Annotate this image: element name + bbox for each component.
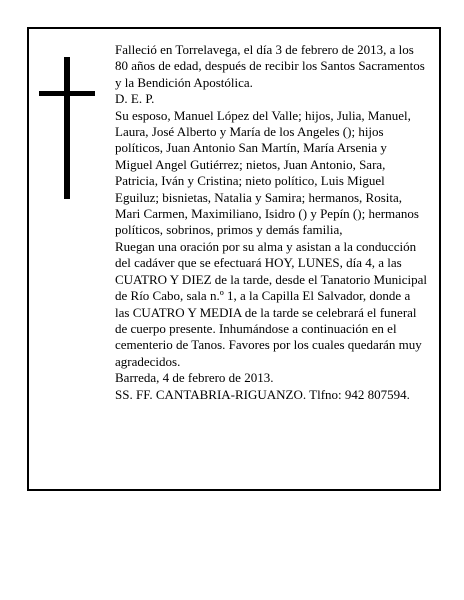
family-list: Su esposo, Manuel López del Valle; hijos, Julia, Manuel, Laura, José Alberto y María de los Angeles (); hijos políticos, Juan Antonio San Martín, María Arsenia y Miguel Angel Gutiérrez; nietos, Juan Antonio, Sara, Patricia, Iván y Cristina; nieto político, Luis Miguel Eguiluz; bisnietas, Natalia y Samira; hermanos, Rosita, Mari Carmen, Maximiliano, Isidro () y Pepín (); hermanos políticos, sobrinos, primos y demás familia, xyxy=(115,107,419,238)
place-date: Barreda, 4 de febrero de 2013. xyxy=(115,370,274,386)
cross-vertical-bar xyxy=(64,57,70,199)
cross-horizontal-bar xyxy=(39,91,95,96)
death-announcement: Falleció en Torrelavega, el día 3 de febrero de 2013, a los 80 años de edad, después de recibir los Santos Sacramentos y la Bendición Apostólica. xyxy=(115,42,425,90)
rip-line: D. E. P. xyxy=(115,91,155,107)
death-notice xyxy=(27,27,441,491)
notice-text xyxy=(115,42,427,403)
cross-icon xyxy=(37,57,99,199)
funeral-details: Ruegan una oración por su alma y asistan a la conducción del cadáver que se efectuará HOY, LUNES, día 4, a las CUATRO Y DIEZ de la tarde, desde el Tanatorio Municipal de Río Cabo, sala n.º 1, a la Capilla El Salvador, donde a las CUATRO Y MEDIA de la tarde se celebrará el funeral de cuerpo presente. Inhumándose a continuación en el cementerio de Tanos. Favores por los cuales quedarán muy agradecidos. xyxy=(115,238,427,369)
funeral-home-contact: SS. FF. CANTABRIA-RIGUANZO. Tlfno: 942 807594. xyxy=(115,386,410,402)
